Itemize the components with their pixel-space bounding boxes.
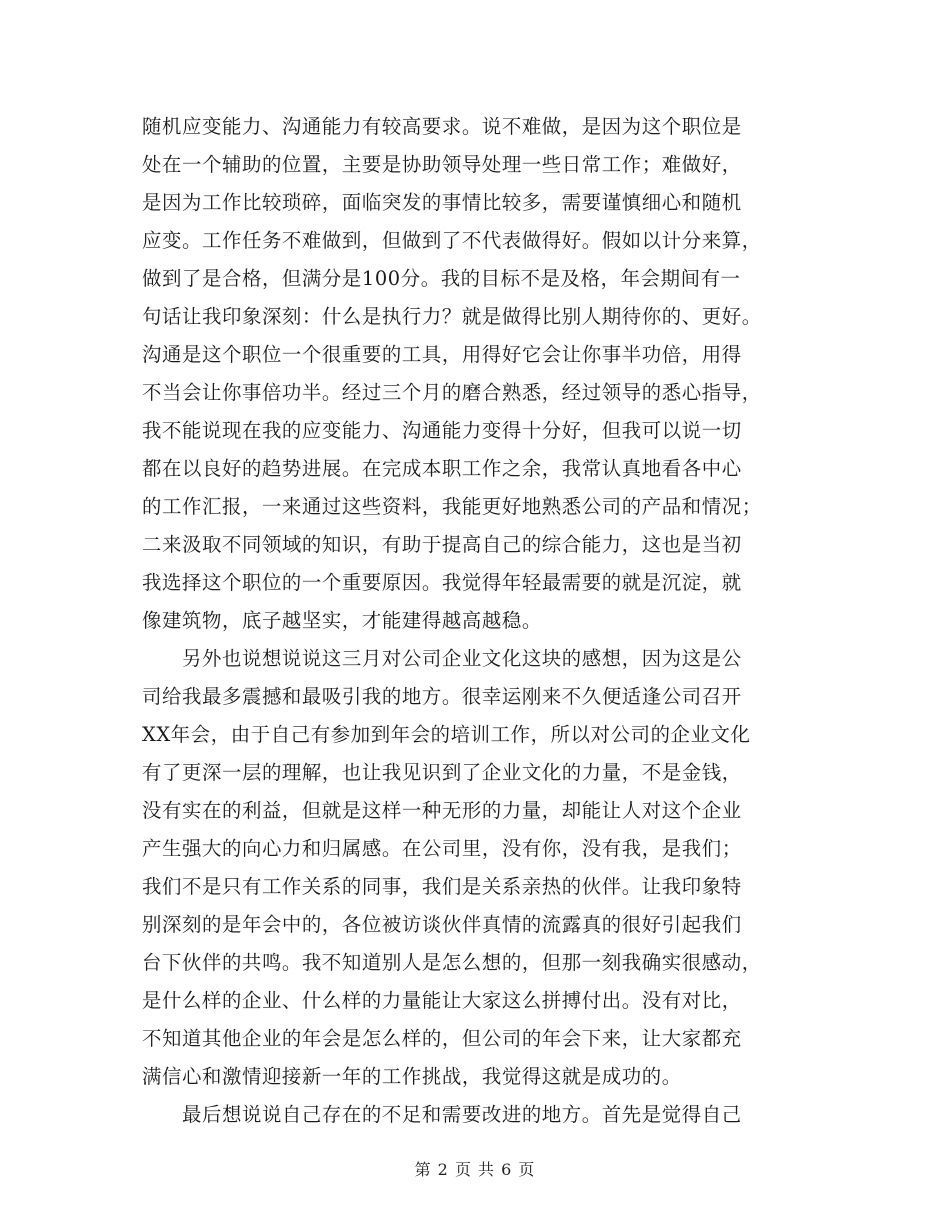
line-25: 不知道其他企业的年会是怎么样的，但公司的年会下来，让大家都充 bbox=[142, 1027, 742, 1050]
line-15: 另外也说想说说这三月对公司企业文化这块的感想，因为这是公 bbox=[142, 647, 742, 670]
line-21: 我们不是只有工作关系的同事，我们是关系亲热的伙伴。让我印象特 bbox=[142, 875, 742, 898]
line-14: 像建筑物，底子越坚实，才能建得越高越稳。 bbox=[142, 609, 542, 632]
line-13: 我选择这个职位的一个重要原因。我觉得年轻最需要的就是沉淀，就 bbox=[142, 571, 742, 594]
line-16: 司给我最多震撼和最吸引我的地方。很幸运刚来不久便适逢公司召开 bbox=[142, 685, 742, 708]
line-19: 没有实在的利益，但就是这样一种无形的力量，却能让人对这个企业 bbox=[142, 799, 742, 822]
line-11: 的工作汇报，一来通过这些资料，我能更好地熟悉公司的产品和情况； bbox=[142, 495, 762, 518]
page-number-footer: 第 2 页 共 6 页 bbox=[414, 1160, 536, 1179]
line-6: 句话让我印象深刻：什么是执行力？就是做得比别人期待你的、更好。 bbox=[142, 305, 762, 328]
line-3: 是因为工作比较琐碎，面临突发的事情比较多，需要谨慎细心和随机 bbox=[142, 191, 742, 214]
line-17: XX年会，由于自己有参加到年会的培训工作，所以对公司的企业文化 bbox=[142, 723, 751, 746]
line-8: 不当会让你事倍功半。经过三个月的磨合熟悉，经过领导的悉心指导， bbox=[142, 381, 762, 404]
line-26: 满信心和激情迎接新一年的工作挑战，我觉得这就是成功的。 bbox=[142, 1065, 682, 1088]
line-12: 二来汲取不同领域的知识，有助于提高自己的综合能力，这也是当初 bbox=[142, 533, 742, 556]
line-18: 有了更深一层的理解，也让我见识到了企业文化的力量，不是金钱， bbox=[142, 761, 742, 784]
line-27: 最后想说说自己存在的不足和需要改进的地方。首先是觉得自己 bbox=[142, 1103, 742, 1126]
line-22: 别深刻的是年会中的，各位被访谈伙伴真情的流露真的很好引起我们 bbox=[142, 913, 742, 936]
line-5: 做到了是合格，但满分是100分。我的目标不是及格，年会期间有一 bbox=[142, 267, 741, 290]
line-1: 随机应变能力、沟通能力有较高要求。说不难做，是因为这个职位是 bbox=[142, 115, 742, 138]
line-20: 产生强大的向心力和归属感。在公司里，没有你，没有我，是我们； bbox=[142, 837, 742, 860]
line-4: 应变。工作任务不难做到，但做到了不代表做得好。假如以计分来算， bbox=[142, 229, 762, 252]
line-23: 台下伙伴的共鸣。我不知道别人是怎么想的，但那一刻我确实很感动， bbox=[142, 951, 762, 974]
line-9: 我不能说现在我的应变能力、沟通能力变得十分好，但我可以说一切 bbox=[142, 419, 742, 442]
line-24: 是什么样的企业、什么样的力量能让大家这么拼搏付出。没有对比， bbox=[142, 989, 742, 1012]
line-2: 处在一个辅助的位置，主要是协助领导处理一些日常工作；难做好， bbox=[142, 153, 742, 176]
line-7: 沟通是这个职位一个很重要的工具，用得好它会让你事半功倍，用得 bbox=[142, 343, 742, 366]
line-10: 都在以良好的趋势进展。在完成本职工作之余，我常认真地看各中心 bbox=[142, 457, 742, 480]
